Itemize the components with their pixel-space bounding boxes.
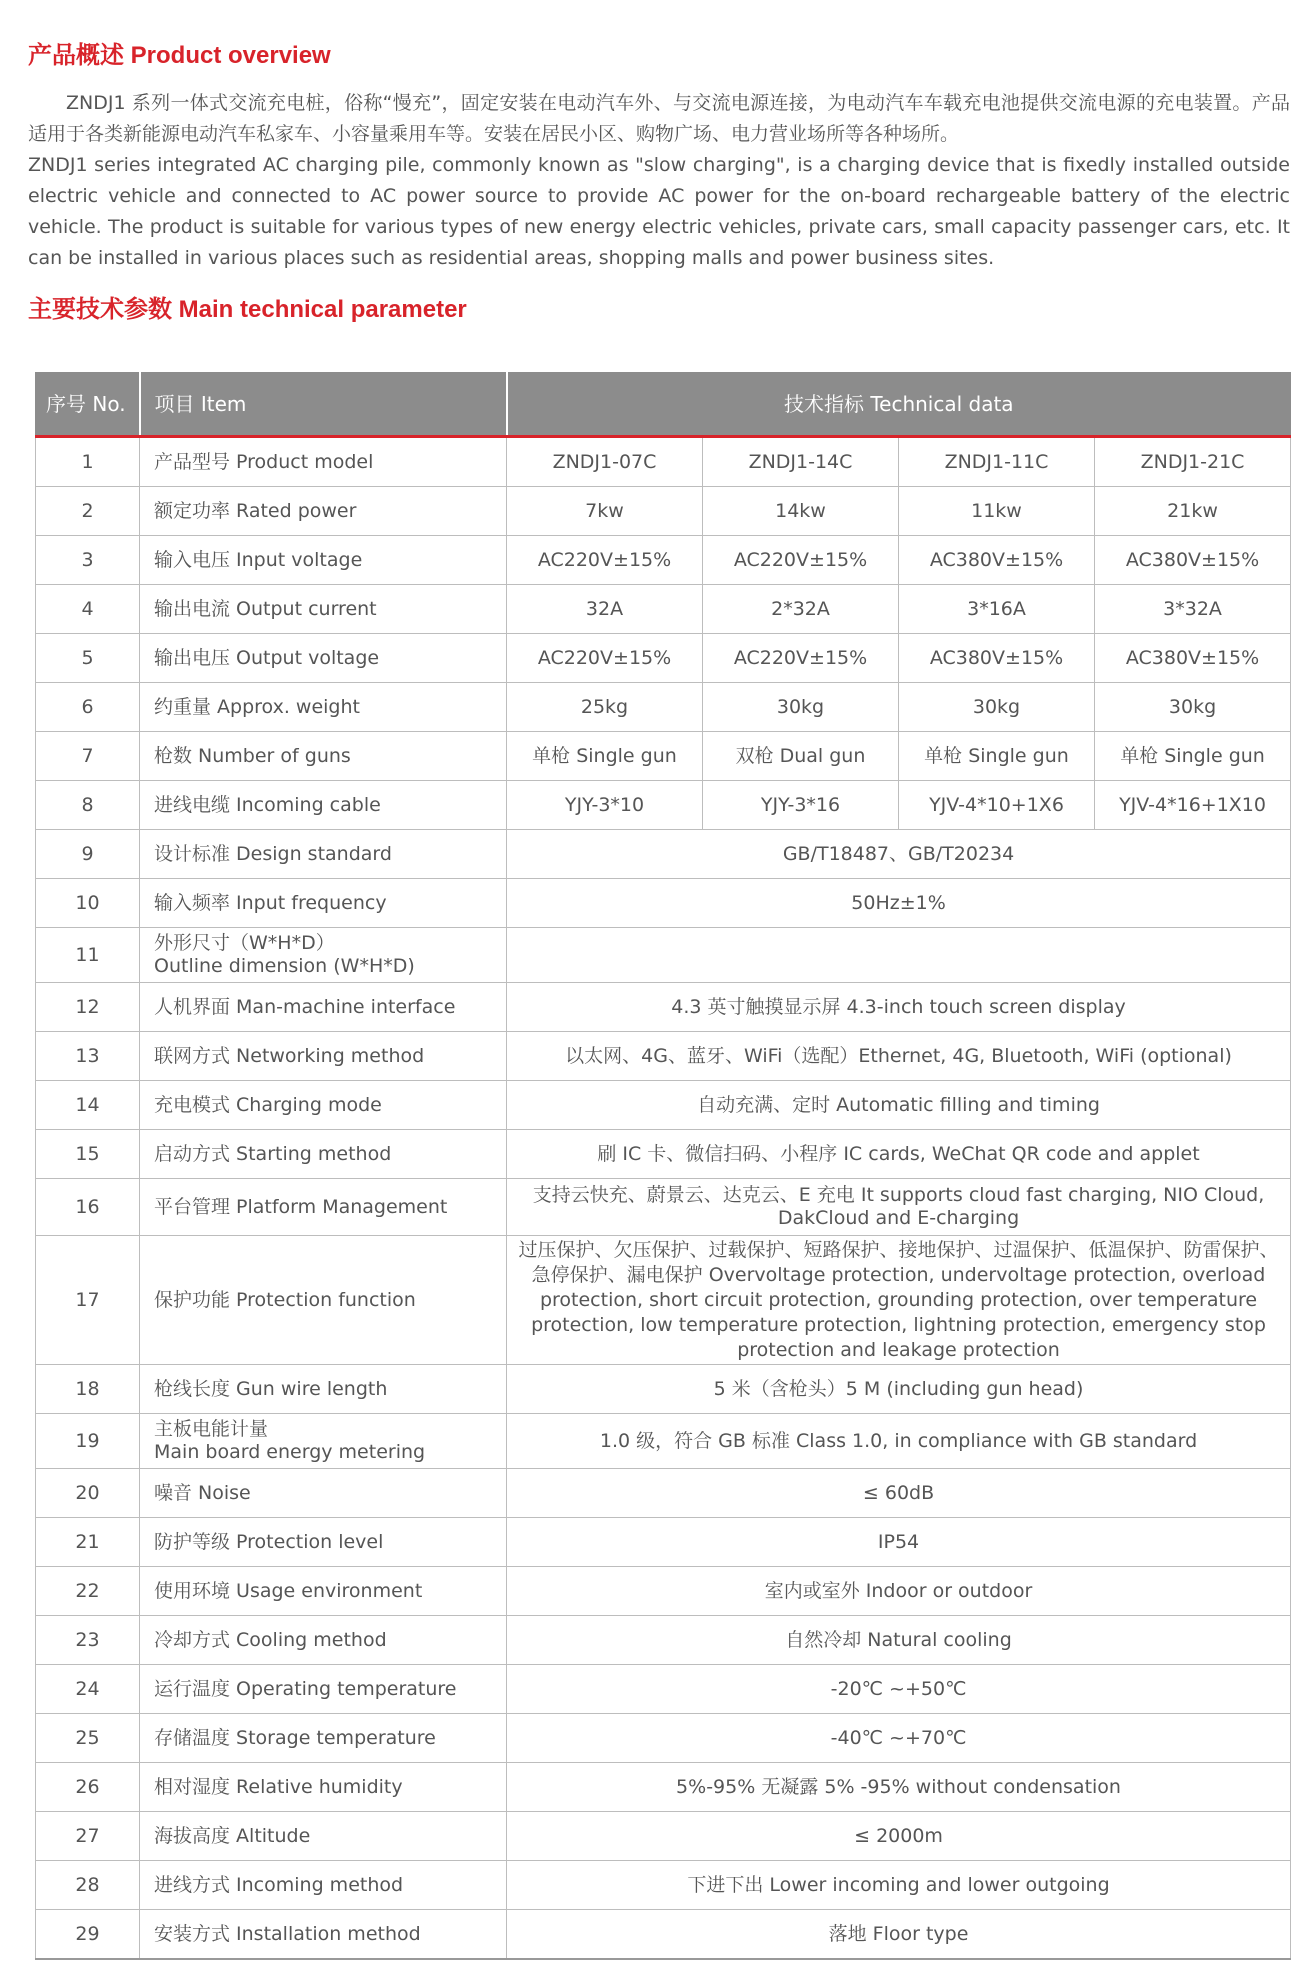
row-value: GB/T18487、GB/T20234 [507,830,1291,879]
row-value: YJY-3*10 [507,781,703,830]
row-value: 单枪 Single gun [1095,732,1291,781]
table-row [36,437,1291,487]
row-item: 噪音 Noise [140,1469,507,1518]
table-row [36,1236,1291,1365]
row-number: 23 [36,1616,140,1665]
row-number: 29 [36,1910,140,1960]
row-item: 人机界面 Man-machine interface [140,983,507,1032]
row-value: 5%-95% 无凝露 5% -95% without condensation [507,1763,1291,1812]
row-item: 使用环境 Usage environment [140,1567,507,1616]
row-number: 26 [36,1763,140,1812]
table-header-row [36,373,1291,437]
row-item: 防护等级 Protection level [140,1518,507,1567]
table-row [36,1714,1291,1763]
row-item: 产品型号 Product model [140,437,507,487]
row-number: 16 [36,1179,140,1236]
row-number: 2 [36,487,140,536]
table-row [36,1130,1291,1179]
row-value: ZNDJ1-14C [703,437,899,487]
overview-heading: 产品概述 Product overview [28,42,331,69]
row-value: 支持云快充、蔚景云、达克云、E 充电 It supports cloud fast charging, NIO Cloud, DakCloud and E-charging [507,1179,1291,1236]
table-row [36,1032,1291,1081]
row-value: ZNDJ1-07C [507,437,703,487]
table-body [36,437,1291,1960]
row-value: YJY-3*16 [703,781,899,830]
row-value: 室内或室外 Indoor or outdoor [507,1567,1291,1616]
row-number: 19 [36,1414,140,1469]
row-item: 枪数 Number of guns [140,732,507,781]
row-value: 过压保护、欠压保护、过载保护、短路保护、接地保护、过温保护、低温保护、防雷保护、急停保护、漏电保护 Overvoltage protection, undervoltage protection, overload protection, short circuit protection, grounding protection, over temperature protection, low temperature protection, lightning protection, emergency stop protection and leakage protection [507,1236,1291,1365]
table-row [36,683,1291,732]
row-value: AC380V±15% [899,536,1095,585]
table-row [36,1469,1291,1518]
row-value: ≤ 60dB [507,1469,1291,1518]
row-value: AC220V±15% [507,634,703,683]
row-value: YJV-4*16+1X10 [1095,781,1291,830]
table-row [36,536,1291,585]
row-value: AC380V±15% [1095,536,1291,585]
row-number: 1 [36,437,140,487]
row-value: AC220V±15% [507,536,703,585]
row-value: 30kg [899,683,1095,732]
header-item: 项目 Item [140,373,507,437]
row-value: 30kg [1095,683,1291,732]
row-value: 50Hz±1% [507,879,1291,928]
row-value: AC220V±15% [703,634,899,683]
table-row [36,879,1291,928]
table-row [36,1616,1291,1665]
overview-zh-paragraph: ZNDJ1 系列一体式交流充电桩，俗称“慢充”，固定安装在电动汽车外、与交流电源连接，为电动汽车车载充电池提供交流电源的充电装置。产品适用于各类新能源电动汽车私家车、小容量乘用车等。安装在居民小区、购物广场、电力营业场所等各种场所。 [28,92,1290,145]
row-value: 2*32A [703,585,899,634]
row-item: 存储温度 Storage temperature [140,1714,507,1763]
row-number: 6 [36,683,140,732]
row-item: 输出电压 Output voltage [140,634,507,683]
row-value: AC380V±15% [1095,634,1291,683]
row-value: 单枪 Single gun [899,732,1095,781]
row-item: 设计标准 Design standard [140,830,507,879]
row-number: 9 [36,830,140,879]
table-row [36,585,1291,634]
row-value: 30kg [703,683,899,732]
row-number: 15 [36,1130,140,1179]
header-no: 序号 No. [36,373,140,437]
row-value: 32A [507,585,703,634]
row-number: 14 [36,1081,140,1130]
row-number: 12 [36,983,140,1032]
row-item: 海拔高度 Altitude [140,1812,507,1861]
row-value: 14kw [703,487,899,536]
table-row [36,1910,1291,1960]
table-row [36,1567,1291,1616]
row-item-line: 主板电能计量 [154,1418,269,1440]
row-value: ZNDJ1-11C [899,437,1095,487]
row-number: 17 [36,1236,140,1365]
table-row [36,830,1291,879]
row-item: 进线方式 Incoming method [140,1861,507,1910]
table-row [36,487,1291,536]
row-item: 输出电流 Output current [140,585,507,634]
row-item: 平台管理 Platform Management [140,1179,507,1236]
row-value: 5 米（含枪头）5 M (including gun head) [507,1365,1291,1414]
table-row [36,1365,1291,1414]
row-item: 约重量 Approx. weight [140,683,507,732]
row-number: 3 [36,536,140,585]
params-heading: 主要技术参数 Main technical parameter [28,296,467,323]
row-item: 额定功率 Rated power [140,487,507,536]
table-row [36,1763,1291,1812]
row-item: 运行温度 Operating temperature [140,1665,507,1714]
row-item [140,928,507,983]
row-item: 安装方式 Installation method [140,1910,507,1960]
row-number: 27 [36,1812,140,1861]
table-row [36,634,1291,683]
row-value: 11kw [899,487,1095,536]
row-number: 10 [36,879,140,928]
table-row [36,983,1291,1032]
row-item [140,1414,507,1469]
row-value [507,928,1291,983]
row-value: 25kg [507,683,703,732]
row-number: 7 [36,732,140,781]
row-value: 21kw [1095,487,1291,536]
overview-text [28,88,1290,274]
table-row [36,732,1291,781]
row-number: 4 [36,585,140,634]
row-value: 自动充满、定时 Automatic filling and timing [507,1081,1291,1130]
table-row [36,1179,1291,1236]
table-row [36,1665,1291,1714]
row-item: 输入电压 Input voltage [140,536,507,585]
row-value: 刷 IC 卡、微信扫码、小程序 IC cards, WeChat QR code and applet [507,1130,1291,1179]
row-value: AC220V±15% [703,536,899,585]
overview-en-paragraph: ZNDJ1 series integrated AC charging pile, commonly known as "slow charging", is a charging device that is fixedly installed outside electric vehicle and connected to AC power source to provide AC power for the on-board rechargeable battery of the electric vehicle. The product is suitable for various types of new energy electric vehicles, private cars, small capacity passenger cars, etc. It can be installed in various places such as residential areas, shopping malls and power business sites. [28,154,1290,269]
row-item: 启动方式 Starting method [140,1130,507,1179]
row-number: 8 [36,781,140,830]
row-number: 18 [36,1365,140,1414]
row-item: 保护功能 Protection function [140,1236,507,1365]
row-value: 双枪 Dual gun [703,732,899,781]
table-row [36,928,1291,983]
row-number: 11 [36,928,140,983]
row-item: 充电模式 Charging mode [140,1081,507,1130]
row-value: 以太网、4G、蓝牙、WiFi（选配）Ethernet, 4G, Bluetooth, WiFi (optional) [507,1032,1291,1081]
technical-parameter-table [35,372,1291,1960]
row-number: 22 [36,1567,140,1616]
row-value: 下进下出 Lower incoming and lower outgoing [507,1861,1291,1910]
row-value: ZNDJ1-21C [1095,437,1291,487]
row-value: 落地 Floor type [507,1910,1291,1960]
row-value: 7kw [507,487,703,536]
row-value: ≤ 2000m [507,1812,1291,1861]
row-number: 25 [36,1714,140,1763]
row-value: AC380V±15% [899,634,1095,683]
row-value: 单枪 Single gun [507,732,703,781]
row-item: 进线电缆 Incoming cable [140,781,507,830]
table-row [36,1414,1291,1469]
row-number: 5 [36,634,140,683]
row-number: 24 [36,1665,140,1714]
table-row [36,1518,1291,1567]
header-tech: 技术指标 Technical data [507,373,1291,437]
row-item: 冷却方式 Cooling method [140,1616,507,1665]
row-number: 20 [36,1469,140,1518]
row-value: IP54 [507,1518,1291,1567]
table-row [36,781,1291,830]
row-number: 28 [36,1861,140,1910]
row-value: 自然冷却 Natural cooling [507,1616,1291,1665]
table-row [36,1861,1291,1910]
row-value: 3*32A [1095,585,1291,634]
row-value: 3*16A [899,585,1095,634]
table-row [36,1812,1291,1861]
row-number: 21 [36,1518,140,1567]
row-value: -20℃ ~+50℃ [507,1665,1291,1714]
row-item: 输入频率 Input frequency [140,879,507,928]
row-item-line: Outline dimension (W*H*D) [154,955,415,977]
row-item: 相对湿度 Relative humidity [140,1763,507,1812]
row-value: 4.3 英寸触摸显示屏 4.3-inch touch screen display [507,983,1291,1032]
overview-section [28,40,1290,326]
row-item-line: Main board energy metering [154,1441,426,1463]
row-number: 13 [36,1032,140,1081]
row-item: 联网方式 Networking method [140,1032,507,1081]
row-item-line: 外形尺寸（W*H*D） [154,932,335,954]
row-value: YJV-4*10+1X6 [899,781,1095,830]
row-value: 1.0 级，符合 GB 标准 Class 1.0, in compliance with GB standard [507,1414,1291,1469]
table-row [36,1081,1291,1130]
row-item: 枪线长度 Gun wire length [140,1365,507,1414]
row-value: -40℃ ~+70℃ [507,1714,1291,1763]
